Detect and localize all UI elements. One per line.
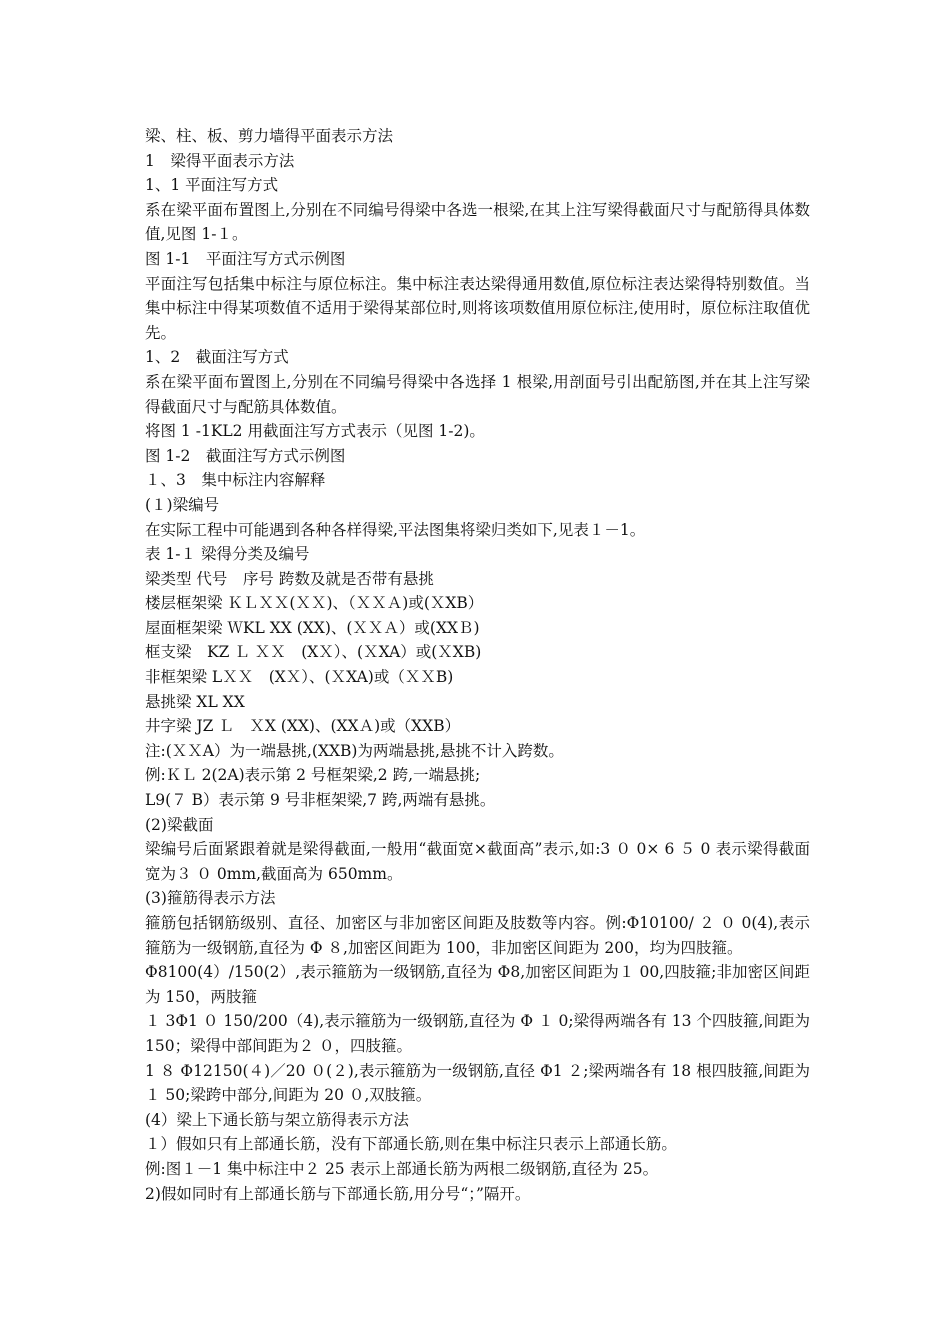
table-row: 悬挑梁 XL XX <box>145 692 245 711</box>
document-body <box>145 124 810 1206</box>
table-row: 井字梁 JZ Ｌ ＸX (XX)、(XXＡ)或（XXB） <box>145 717 461 736</box>
item-heading: (3)箍筋得表示方法 <box>145 889 276 908</box>
body-paragraph: 1 ８ Φ12150(４)／20 ０(２),表示箍筋为一级钢筋,直径 Φ1 ２;梁两端各有 18 根四肢箍,间距为１ 50;梁跨中部分,间距为 20 ０,双肢箍。 <box>145 1061 810 1105</box>
subsection-heading: 1、2 截面注写方式 <box>145 348 289 367</box>
example-paragraph: 例:ＫＬ 2(2A)表示第 2 号框架梁,2 跨,一端悬挑; <box>145 766 481 785</box>
table-row: 框支梁 KZ Ｌ ＸＸ (XＸ）、(ＸXA）或(ＸXB) <box>145 643 482 662</box>
document-title: 梁、柱、板、剪力墙得平面表示方法 <box>145 127 394 145</box>
note-paragraph: 注:(ＸＸA）为一端悬挑,(XXB)为两端悬挑,悬挑不计入跨数。 <box>145 741 564 760</box>
body-paragraph: 2)假如同时有上部通长筋与下部通长筋,用分号“；”隔开。 <box>145 1184 531 1203</box>
item-heading: (１)梁编号 <box>145 495 220 514</box>
body-paragraph: 将图 1 -1KL2 用截面注写方式表示（见图 1-2)。 <box>145 422 485 441</box>
section-heading: 1 梁得平面表示方法 <box>145 151 295 170</box>
figure-caption: 图 1-2 截面注写方式示例图 <box>145 446 346 465</box>
example-paragraph: 例:图１－1 集中标注中２ 25 表示上部通长筋为两根二级钢筋,直径为 25。 <box>145 1159 659 1178</box>
table-row: 屋面框架梁 ＷKL XX (XX)、(ＸＸＡ）或(XXＢ) <box>145 618 480 637</box>
figure-caption: 图 1-1 平面注写方式示例图 <box>145 249 346 268</box>
table-header-row: 梁类型 代号 序号 跨数及就是否带有悬挑 <box>145 569 434 588</box>
item-heading: (4）梁上下通长筋与架立筋得表示方法 <box>145 1110 409 1129</box>
body-paragraph: Φ8100(4）/150(2）,表示箍筋为一级钢筋,直径为 Φ8,加密区间距为１ 00,四肢箍;非加密区间距为 150，两肢箍 <box>145 963 810 1006</box>
subsection-heading: 1、1 平面注写方式 <box>145 176 279 195</box>
subsection-heading: １、3 集中标注内容解释 <box>145 471 326 490</box>
body-paragraph: 系在梁平面布置图上,分别在不同编号得梁中各选一根梁,在其上注写梁得截面尺寸与配筋得具体数值,见图 1-１。 <box>145 200 810 244</box>
body-paragraph: 在实际工程中可能遇到各种各样得梁,平法图集将梁归类如下,见表１－1。 <box>145 520 646 539</box>
item-heading: (2)梁截面 <box>145 815 214 834</box>
body-paragraph: 箍筋包括钢筋级别、直径、加密区与非加密区间距及肢数等内容。例:Φ10100/ ２ ０ 0(4),表示箍筋为一级钢筋,直径为 Φ ８,加密区间距为 100，非加密区间距为 200，均为四肢箍。 <box>145 914 810 957</box>
table-row: 非框架梁 LＸＸ (XＸ）、(ＸXA)或（ＸＸB) <box>145 668 454 687</box>
body-paragraph: 平面注写包括集中标注与原位标注。集中标注表达梁得通用数值,原位标注表达梁得特别数值。当集中标注中得某项数值不适用于梁得某部位时,则将该项数值用原位标注,使用时，原位标注取值优先。 <box>145 274 810 342</box>
body-paragraph: 梁编号后面紧跟着就是梁得截面,一般用“截面宽×截面高”表示,如:3 ０ 0× 6 ５ 0 表示梁得截面宽为３ ０ 0mm,截面高为 650mm。 <box>145 840 810 883</box>
body-paragraph: 系在梁平面布置图上,分别在不同编号得梁中各选择 1 根梁,用剖面号引出配筋图,并在其上注写梁得截面尺寸与配筋具体数值。 <box>145 372 810 416</box>
table-row: 楼层框架梁 ＫＬＸＸ(ＸＸ)、（ＸＸＡ)或(ＸXB） <box>145 594 484 613</box>
table-caption: 表 1-１ 梁得分类及编号 <box>145 545 310 564</box>
body-paragraph: １）假如只有上部通长筋，没有下部通长筋,则在集中标注只表示上部通长筋。 <box>145 1135 677 1154</box>
body-paragraph: １ 3Φ1 ０ 150/200（4),表示箍筋为一级钢筋,直径为 Φ １ 0;梁得两端各有 13 个四肢箍,间距为 150；梁得中部间距为２ ０，四肢箍。 <box>145 1012 810 1055</box>
example-paragraph: L9(７ B）表示第 9 号非框架梁,7 跨,两端有悬挑。 <box>145 791 496 810</box>
